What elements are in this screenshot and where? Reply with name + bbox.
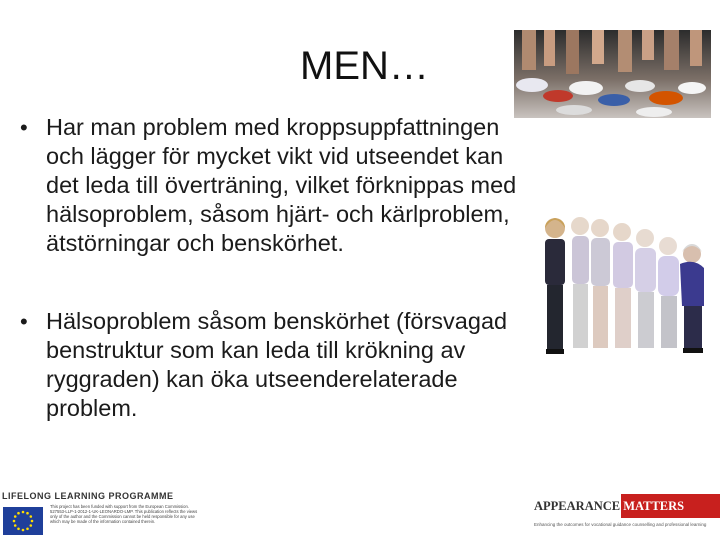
bullet-list	[18, 113, 530, 423]
bullet-item	[18, 307, 530, 423]
logo-wordmark	[534, 499, 684, 514]
bullet-marker: •	[20, 309, 28, 334]
bullet-text: Hälsoproblem såsom benskörhet (försvagad benstruktur som kan leda till krökning av ryggraden) kan öka utseenderelaterade problem.	[46, 308, 508, 421]
aging-women-posture-photo	[532, 208, 717, 358]
funding-disclaimer: This project has been funded with support from the European Commission. 527553-LLP-1-2012-1-UK-LEONARDO-LMP. This publication reflects the views only of the author and the Commission cannot be held responsible for any use which may be made of the information contained therein.	[50, 504, 198, 524]
running-shoes-photo	[514, 30, 711, 118]
appearance-matters-logo	[532, 494, 720, 540]
logo-word-matters: MATTERS	[623, 499, 685, 513]
bullet-text: Har man problem med kroppsuppfattningen och lägger för mycket vikt vid utseendet kan det leda till överträning, vilket förknippas med hälsoproblem, såsom hjärt- och kärlproblem, ätstörningar och benskörhet.	[46, 114, 517, 256]
slide-title: MEN…	[300, 44, 429, 88]
eu-flag-icon	[3, 507, 43, 535]
bullet-item	[18, 113, 530, 258]
logo-tagline: Enhancing the outcomes for vocational guidance counselling and professional learning	[534, 522, 707, 527]
llp-eu-footer	[0, 491, 200, 540]
llp-programme-title: LIFELONG LEARNING PROGRAMME	[2, 491, 174, 501]
bullet-marker: •	[20, 115, 28, 140]
logo-word-appearance: APPEARANCE	[534, 499, 621, 513]
